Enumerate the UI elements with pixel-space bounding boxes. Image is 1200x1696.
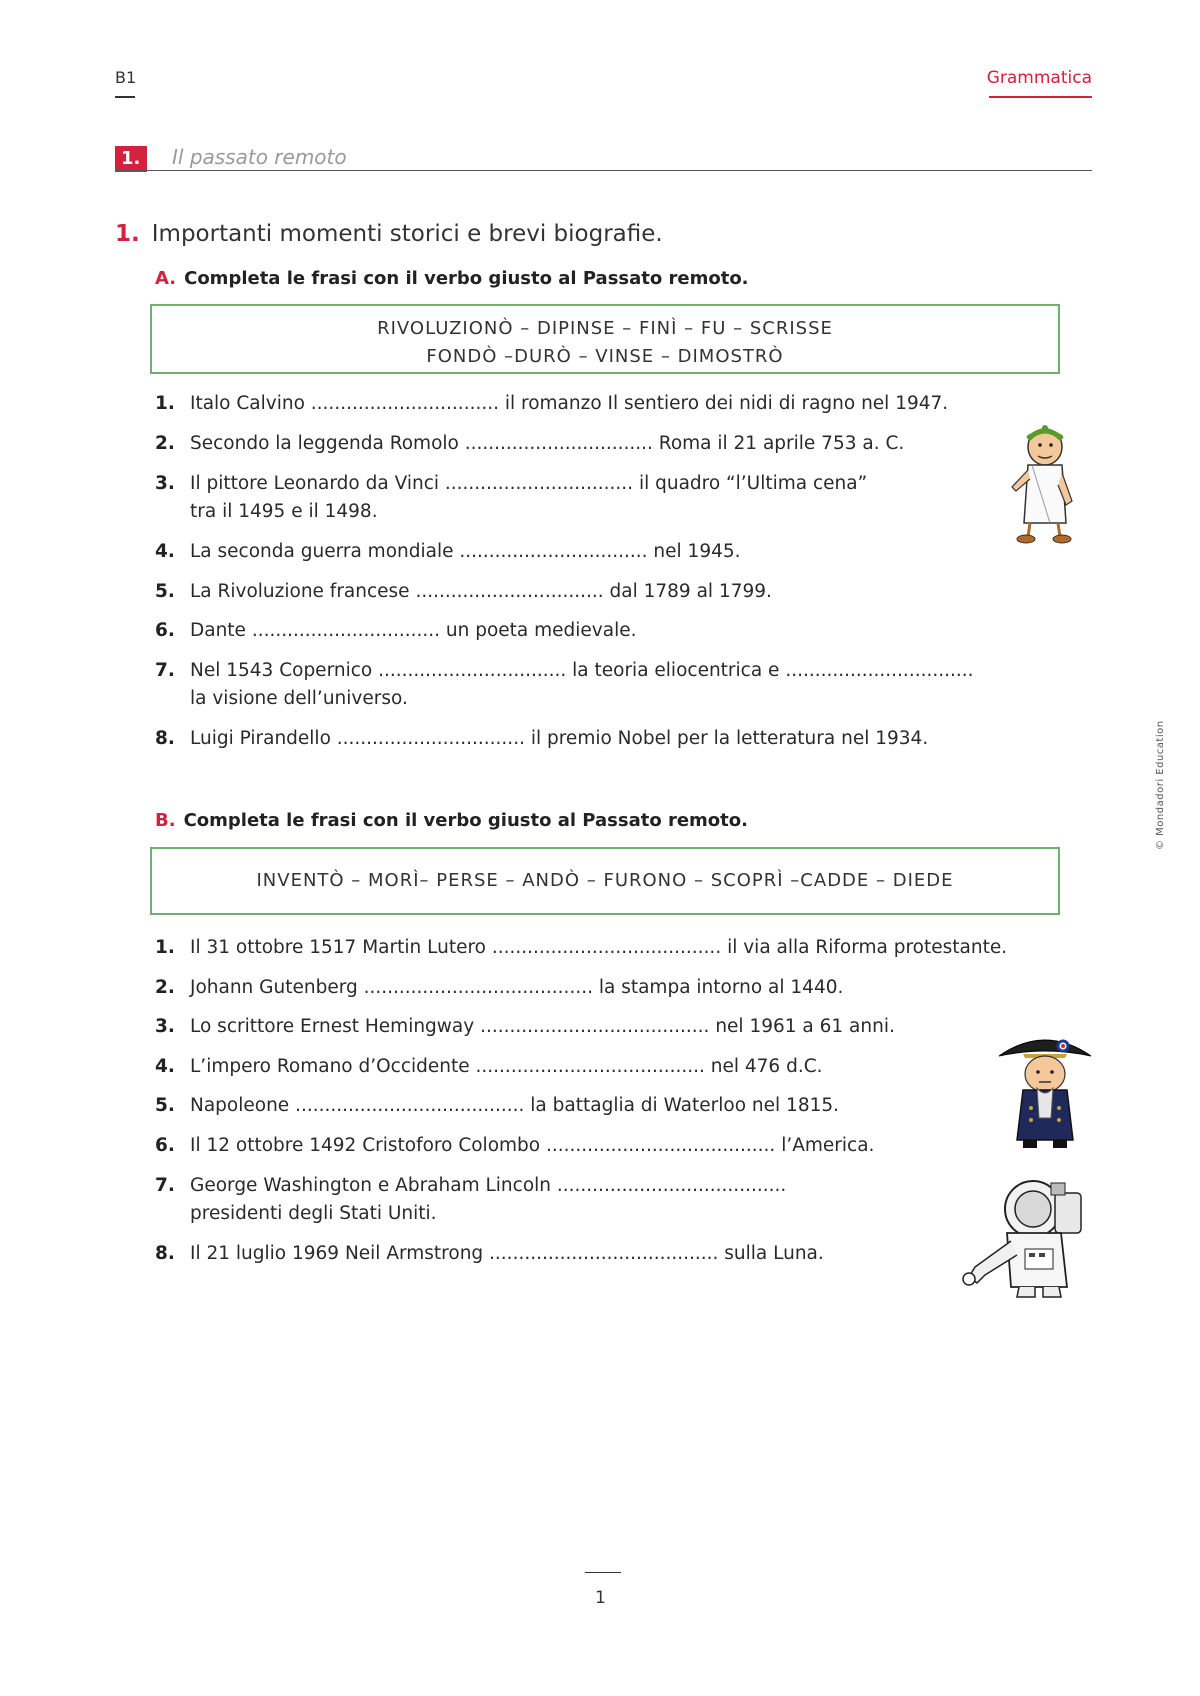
part-a-word-bank-line-2: FONDÒ –DURÒ – VINSE – DIMOSTRÒ	[426, 346, 784, 367]
napoleon-illustration	[995, 1028, 1095, 1153]
part-b-item-6	[155, 1132, 874, 1160]
item-text: Il 31 ottobre 1517 Martin Lutero ....................................... il via alla Riforma protestante.	[190, 937, 1008, 958]
part-a-instruction-text: Completa le frasi con il verbo giusto al Passato remoto.	[184, 268, 749, 289]
item-number: 5.	[155, 581, 175, 602]
part-a-word-bank-line-1: RIVOLUZIONÒ – DIPINSE – FINÌ – FU – SCRISSE	[377, 318, 833, 339]
item-number: 3.	[155, 473, 175, 494]
part-a-item-7	[155, 657, 974, 713]
part-b-instruction-text: Completa le frasi con il verbo giusto al Passato remoto.	[183, 810, 748, 831]
page-number: 1	[595, 1588, 606, 1608]
part-b-item-4	[155, 1053, 823, 1081]
item-text: Dante ................................ un poeta medievale.	[190, 620, 637, 641]
part-a-item-1	[155, 390, 948, 418]
part-b-instruction	[155, 810, 748, 831]
part-a-instruction	[155, 268, 749, 289]
exercise-number: 1.	[115, 221, 140, 247]
item-text-continued: presidenti degli Stati Uniti.	[190, 1203, 437, 1224]
item-number: 7.	[155, 1175, 175, 1196]
section-label: Grammatica	[986, 68, 1092, 88]
item-text: Napoleone ....................................... la battaglia di Waterloo nel 1815.	[190, 1095, 840, 1116]
item-text-continued: la visione dell’universo.	[190, 688, 408, 709]
chapter-rule	[115, 170, 1092, 171]
item-text: L’impero Romano d’Occidente ....................................... nel 476 d.C.	[190, 1056, 823, 1077]
item-number: 7.	[155, 660, 175, 681]
item-text: Il 21 luglio 1969 Neil Armstrong ....................................... sulla Luna.	[190, 1243, 824, 1264]
part-a-item-4	[155, 538, 741, 566]
item-text: La seconda guerra mondiale ................................ nel 1945.	[190, 541, 741, 562]
item-number: 8.	[155, 728, 175, 749]
item-number: 1.	[155, 393, 175, 414]
item-number: 4.	[155, 541, 175, 562]
astronaut-illustration	[955, 1175, 1095, 1300]
item-number: 1.	[155, 937, 175, 958]
item-number: 4.	[155, 1056, 175, 1077]
exercise-title	[115, 221, 663, 247]
item-text: Lo scrittore Ernest Hemingway ....................................... nel 1961 a 61 anni.	[190, 1016, 895, 1037]
chapter-number: 1.	[115, 146, 147, 172]
item-text: Johann Gutenberg ....................................... la stampa intorno al 1440.	[190, 977, 844, 998]
footer-rule	[585, 1572, 621, 1573]
item-text: Secondo la leggenda Romolo ................................ Roma il 21 aprile 753 a. C.	[190, 433, 905, 454]
part-a-item-2	[155, 430, 904, 458]
item-text: Luigi Pirandello ................................ il premio Nobel per la letteratura nel 1934.	[190, 728, 929, 749]
item-text: George Washington e Abraham Lincoln .......................................	[190, 1175, 787, 1196]
item-number: 2.	[155, 977, 175, 998]
level-underline	[115, 96, 135, 98]
item-number: 6.	[155, 1135, 175, 1156]
item-number: 8.	[155, 1243, 175, 1264]
item-text-continued: tra il 1495 e il 1498.	[190, 501, 378, 522]
item-text: Nel 1543 Copernico ................................ la teoria eliocentrica e ................................	[190, 660, 974, 681]
item-text: La Rivoluzione francese ................................ dal 1789 al 1799.	[190, 581, 772, 602]
exercise-title-text: Importanti momenti storici e brevi biografie.	[151, 221, 663, 247]
section-underline	[989, 96, 1092, 98]
level-label: B1	[115, 68, 137, 87]
item-text: Il 12 ottobre 1492 Cristoforo Colombo ....................................... l’America.	[190, 1135, 875, 1156]
item-text: Il pittore Leonardo da Vinci ................................ il quadro “l’Ultima cena”	[190, 473, 868, 494]
item-number: 6.	[155, 620, 175, 641]
part-b-word-bank	[150, 847, 1060, 915]
item-number: 2.	[155, 433, 175, 454]
part-a-item-6	[155, 617, 636, 645]
copyright-notice: © Mondadori Education	[1155, 720, 1166, 850]
part-a-word-bank	[150, 304, 1060, 374]
item-number: 5.	[155, 1095, 175, 1116]
part-b-item-7	[155, 1172, 786, 1228]
part-a-item-3	[155, 470, 867, 526]
part-b-word-bank-line-1: INVENTÒ – MORÌ– PERSE – ANDÒ – FURONO – SCOPRÌ –CADDE – DIEDE	[256, 870, 954, 891]
part-b-letter: B.	[155, 810, 176, 831]
roman-emperor-illustration	[1000, 425, 1082, 545]
part-a-item-5	[155, 578, 772, 606]
part-b-item-8	[155, 1240, 824, 1268]
chapter-title: Il passato remoto	[172, 145, 347, 169]
part-a-item-8	[155, 725, 928, 753]
part-b-item-3	[155, 1013, 895, 1041]
part-b-item-2	[155, 974, 843, 1002]
part-b-item-1	[155, 934, 1007, 962]
item-text: Italo Calvino ................................ il romanzo Il sentiero dei nidi di ragno nel 1947.	[190, 393, 949, 414]
part-b-item-5	[155, 1092, 839, 1120]
item-number: 3.	[155, 1016, 175, 1037]
part-a-letter: A.	[155, 268, 177, 289]
